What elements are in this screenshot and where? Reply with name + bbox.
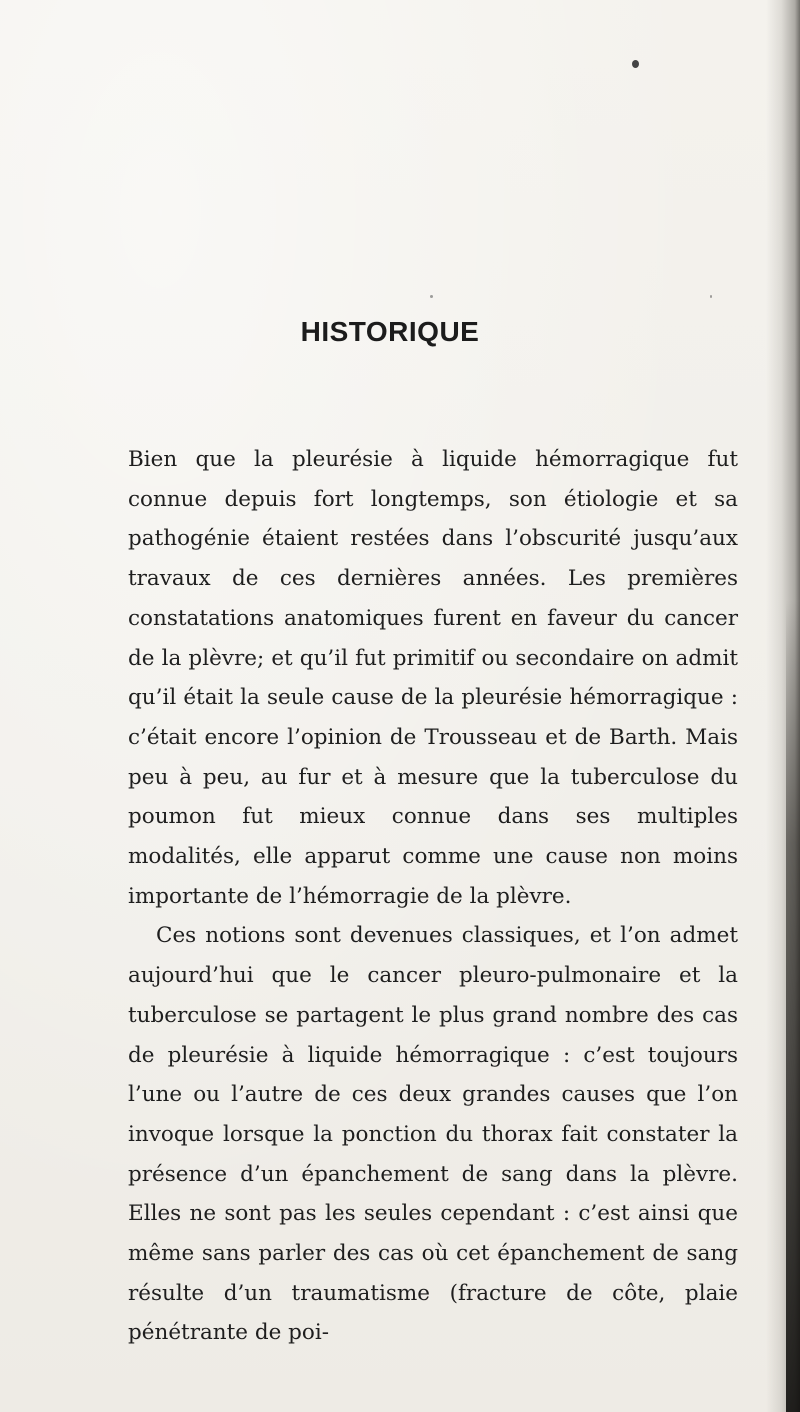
ink-speck <box>632 60 639 68</box>
body-text <box>128 440 738 1353</box>
binding-edge <box>786 600 800 1412</box>
ink-speck <box>710 295 712 298</box>
section-heading: HISTORIQUE <box>300 316 480 347</box>
paragraph-2: Ces notions sont devenues classiques, et l’on admet aujourd’hui que le cancer pleuro-pulmonaire et la tuberculose se partagent le plus grand nombre des cas de pleurésie à liquide hémorragique : c’est toujours l’une ou l’autre de ces deux grandes causes que l’on invoque lorsque la ponction du thorax fait constater la présence d’un épanchement de sang dans la plèvre. Elles ne sont pas les seules cependant : c’est ainsi que même sans parler des cas où cet épanchement de sang résulte d’un traumatisme (fracture de côte, plaie pénétrante de poi- <box>128 923 738 1346</box>
paragraph-1: Bien que la pleurésie à liquide hémorragique fut connue depuis fort longtemps, son étiologie et sa pathogénie étaient restées dans l’obscurité jusqu’aux travaux de ces dernières années. Les premières constatations anatomiques furent en faveur du cancer de la plèvre; et qu’il fut primitif ou secondaire on admit qu’il était la seule cause de la pleurésie hémorragique : c’était encore l’opinion de Trousseau et de Barth. Mais peu à peu, au fur et à mesure que la tuberculose du poumon fut mieux connue dans ses multiples modalités, elle apparut comme une cause non moins importante de l’hémorragie de la plèvre. <box>128 447 738 909</box>
ink-speck <box>430 295 433 298</box>
